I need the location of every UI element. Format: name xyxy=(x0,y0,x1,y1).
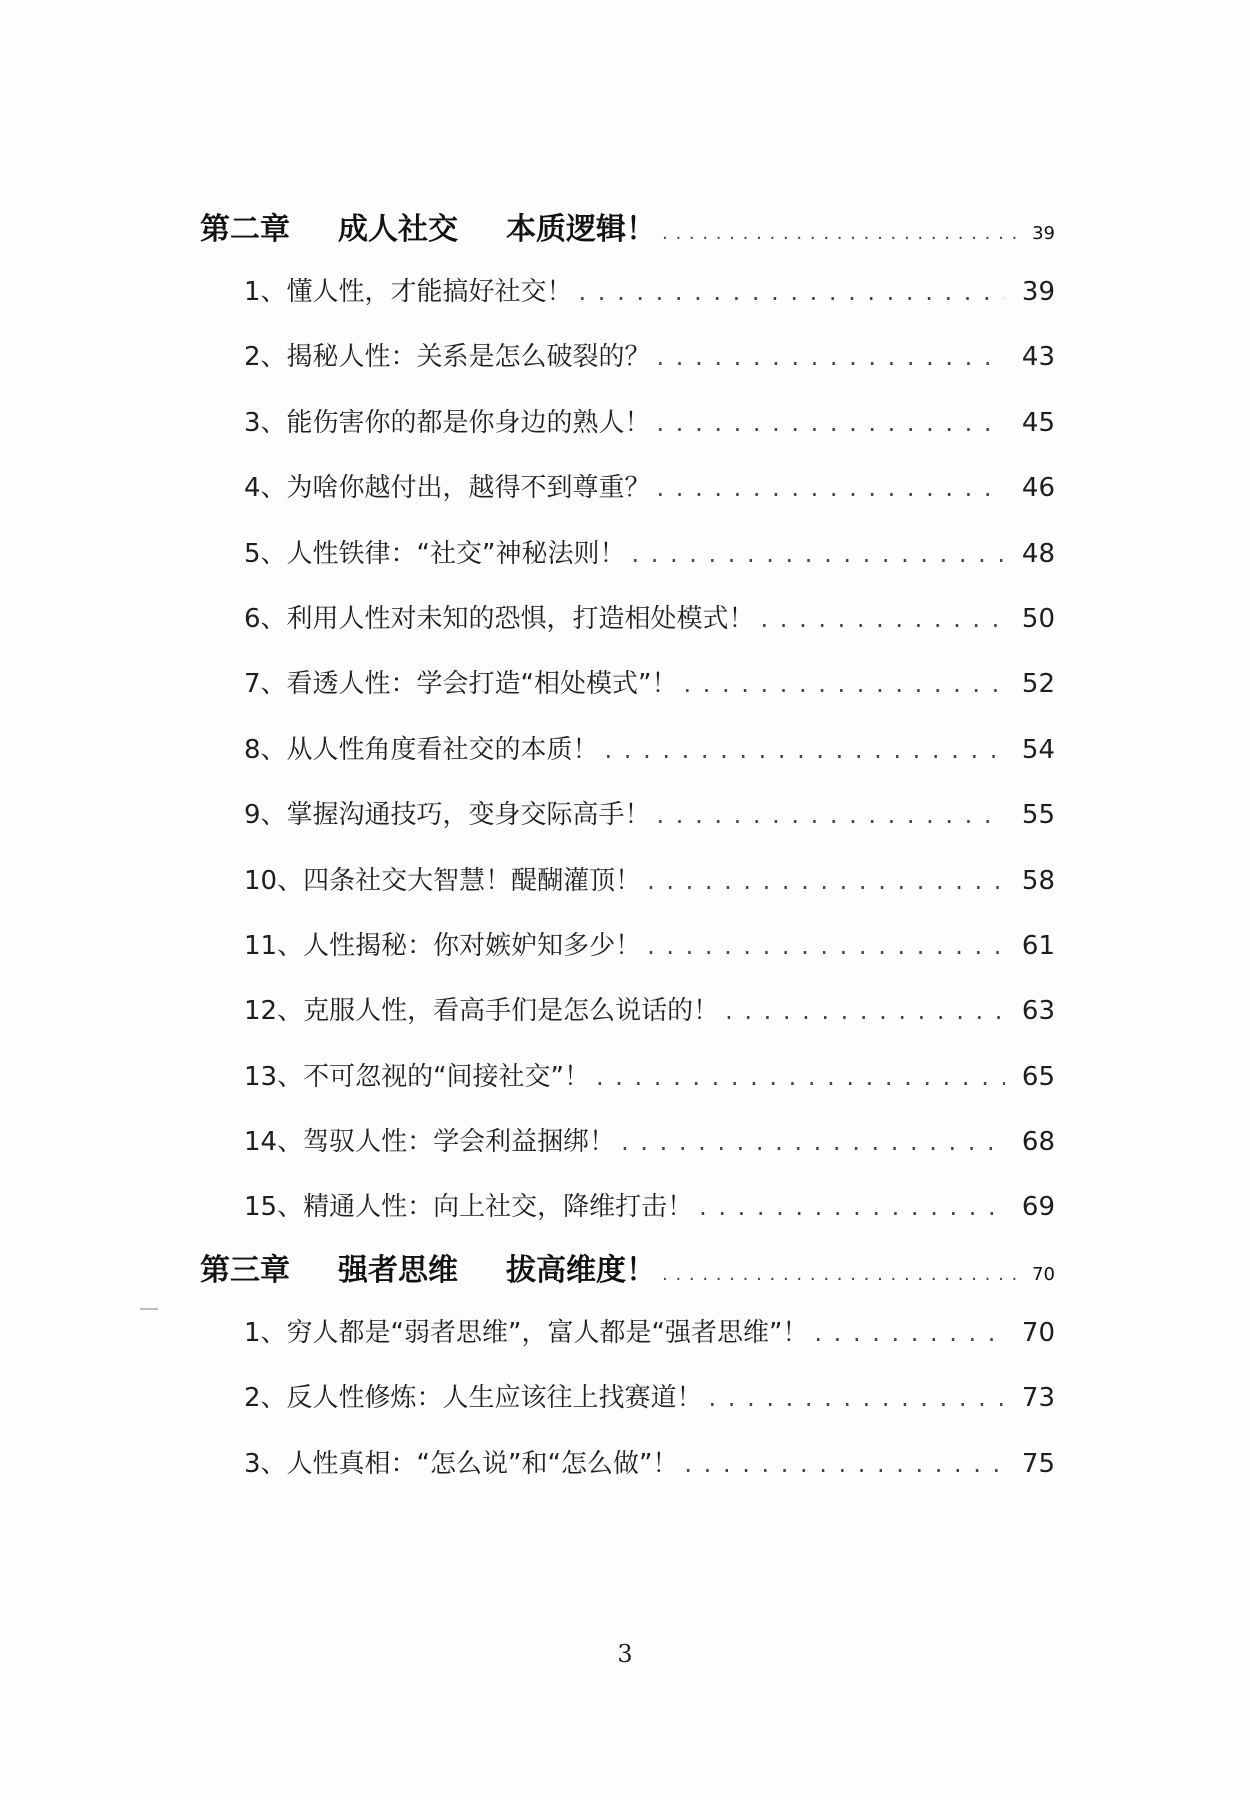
dot-leader xyxy=(657,456,1005,521)
toc-entry-page: 65 xyxy=(1021,1061,1055,1092)
toc-entry-title: 4、为啥你越付出，越得不到尊重？ xyxy=(244,473,651,504)
dot-leader xyxy=(662,204,1017,260)
toc-entry-page: 52 xyxy=(1021,669,1055,700)
toc-entry[interactable] xyxy=(200,718,1055,783)
dot-leader xyxy=(647,914,1005,979)
toc-entry[interactable] xyxy=(200,849,1055,914)
toc-entry-page: 58 xyxy=(1021,865,1055,896)
chapter-title-part-2: 拔高维度！ xyxy=(506,1252,656,1288)
chapter-page-number: 70 xyxy=(1032,1263,1055,1285)
toc-entry[interactable] xyxy=(200,1432,1055,1497)
toc-entry-page: 70 xyxy=(1021,1317,1055,1348)
toc-entry-title: 11、人性揭秘：你对嫉妒知多少！ xyxy=(244,930,642,961)
toc-entry-page: 54 xyxy=(1021,734,1055,765)
chapter-number: 第三章 xyxy=(200,1252,290,1288)
dot-leader xyxy=(725,979,1005,1044)
dot-leader xyxy=(662,1245,1017,1301)
page-number: 3 xyxy=(617,1640,633,1668)
toc-entry[interactable] xyxy=(200,1301,1055,1366)
dot-leader xyxy=(683,652,1005,717)
toc-entry-title: 14、驾驭人性：学会利益捆绑！ xyxy=(244,1127,616,1158)
dot-leader xyxy=(605,718,1005,783)
toc-entry[interactable] xyxy=(200,325,1055,390)
chapter-heading[interactable] xyxy=(200,200,1055,260)
dot-leader xyxy=(684,1432,1005,1497)
toc-entry[interactable] xyxy=(200,1045,1055,1110)
chapter-title-part-1: 强者思维 xyxy=(338,1252,458,1288)
toc-entry-page: 39 xyxy=(1021,277,1055,307)
chapter-title-part-2: 本质逻辑！ xyxy=(506,212,656,247)
dot-leader xyxy=(657,325,1005,390)
toc-entry-title: 3、人性真相：“怎么说”和“怎么做”！ xyxy=(244,1448,679,1479)
toc-entry-page: 75 xyxy=(1021,1448,1055,1479)
toc-entry-title: 7、看透人性：学会打造“相处模式”！ xyxy=(244,669,678,700)
dot-leader xyxy=(647,849,1005,914)
toc-entry[interactable] xyxy=(200,979,1055,1044)
toc-entry-title: 15、精通人性：向上社交，降维打击！ xyxy=(244,1192,694,1223)
toc-entry[interactable] xyxy=(200,391,1055,456)
dot-leader xyxy=(699,1175,1005,1240)
toc-entry-page: 46 xyxy=(1021,473,1055,504)
toc-entry[interactable] xyxy=(200,587,1055,652)
toc-entry[interactable] xyxy=(200,1366,1055,1431)
dot-leader xyxy=(709,1366,1005,1431)
scan-mark xyxy=(140,1308,158,1310)
toc-entry-title: 13、不可忽视的“间接社交”！ xyxy=(244,1061,591,1092)
dot-leader xyxy=(631,522,1005,587)
chapter-number: 第二章 xyxy=(200,212,290,247)
toc-entry[interactable] xyxy=(200,1175,1055,1240)
dot-leader xyxy=(657,783,1005,848)
dot-leader xyxy=(579,260,1005,325)
toc-entry-title: 6、利用人性对未知的恐惧，打造相处模式！ xyxy=(244,603,755,634)
toc-entry-title: 2、揭秘人性：关系是怎么破裂的？ xyxy=(244,342,651,373)
toc-entry-title: 5、人性铁律：“社交”神秘法则！ xyxy=(244,538,626,569)
toc-entry[interactable] xyxy=(200,260,1055,325)
table-of-contents xyxy=(200,200,1055,1497)
toc-entry-page: 50 xyxy=(1021,603,1055,634)
toc-entry-page: 68 xyxy=(1021,1127,1055,1158)
toc-entry-title: 10、四条社交大智慧！醍醐灌顶！ xyxy=(244,865,642,896)
toc-entry-title: 12、克服人性，看高手们是怎么说话的！ xyxy=(244,996,720,1027)
toc-entry-title: 2、反人性修炼：人生应该往上找赛道！ xyxy=(244,1383,703,1414)
toc-entry-page: 45 xyxy=(1021,407,1055,438)
chapter-heading[interactable] xyxy=(200,1241,1055,1301)
toc-entry-page: 48 xyxy=(1021,538,1055,569)
toc-entry[interactable] xyxy=(200,456,1055,521)
toc-entry-page: 61 xyxy=(1021,930,1055,961)
toc-entry-page: 69 xyxy=(1021,1192,1055,1223)
toc-entry-title: 3、能伤害你的都是你身边的熟人！ xyxy=(244,407,651,438)
toc-entry-page: 43 xyxy=(1021,342,1055,373)
dot-leader xyxy=(596,1045,1005,1110)
toc-entry[interactable] xyxy=(200,652,1055,717)
toc-entry[interactable] xyxy=(200,1110,1055,1175)
dot-leader xyxy=(621,1110,1005,1175)
dot-leader xyxy=(761,587,1005,652)
toc-entry-page: 63 xyxy=(1021,996,1055,1027)
toc-entry-page: 55 xyxy=(1021,800,1055,831)
chapter-title-part-1: 成人社交 xyxy=(338,212,458,247)
toc-entry-page: 73 xyxy=(1021,1383,1055,1414)
toc-entry[interactable] xyxy=(200,914,1055,979)
toc-entry-title: 1、穷人都是“弱者思维”，富人都是“强者思维”！ xyxy=(244,1317,809,1348)
dot-leader xyxy=(657,391,1005,456)
toc-entry[interactable] xyxy=(200,522,1055,587)
toc-entry-title: 9、掌握沟通技巧，变身交际高手！ xyxy=(244,800,651,831)
chapter-page-number: 39 xyxy=(1032,223,1055,244)
toc-entry-title: 1、懂人性，才能搞好社交！ xyxy=(244,277,573,307)
toc-entry-title: 8、从人性角度看社交的本质！ xyxy=(244,734,599,765)
toc-entry[interactable] xyxy=(200,783,1055,848)
dot-leader xyxy=(814,1301,1005,1366)
